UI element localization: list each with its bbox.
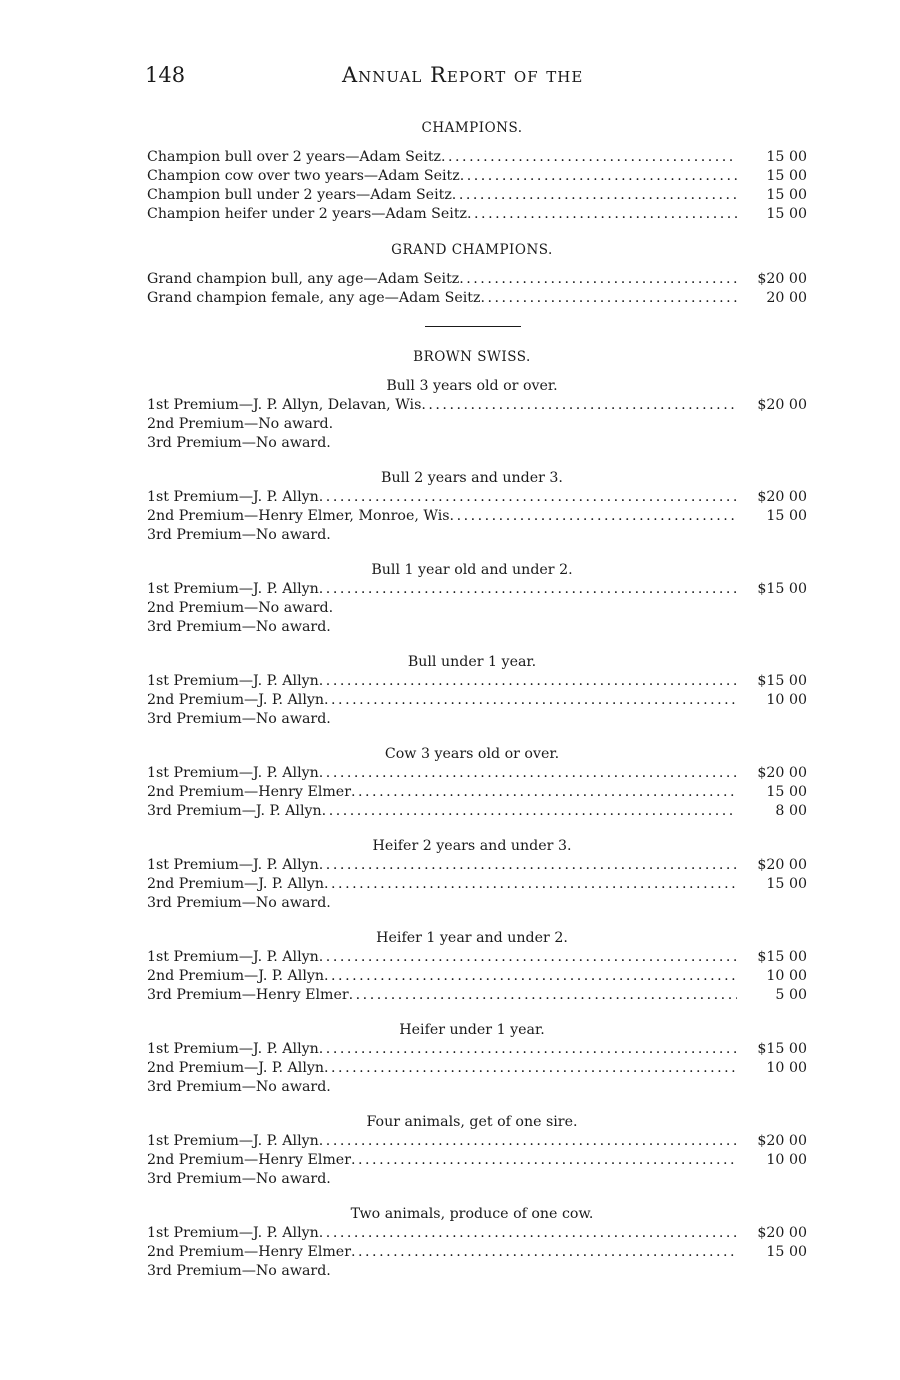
dot-leader [467,205,737,224]
entry-amount: $20 00 [757,1225,807,1241]
section-title-brown-swiss: BROWN SWISS. [413,349,531,365]
entry-label: 2nd Premium—Henry Elmer [147,1152,351,1168]
dot-leader [319,948,737,967]
entry-label: 1st Premium—J. P. Allyn [147,1225,319,1241]
list-item [147,148,807,167]
class-block [147,837,807,913]
list-item [147,967,807,986]
dot-leader [324,875,737,894]
entry-amount: 10 00 [766,968,807,984]
entry-amount: 8 00 [775,803,807,819]
list-item [147,526,807,545]
class-title: Heifer under 1 year. [399,1022,545,1038]
class-title: Four animals, get of one sire. [366,1114,578,1130]
entry-amount: $20 00 [757,397,807,413]
entry-label: 3rd Premium—No award. [147,435,331,451]
entry-amount: $20 00 [757,1133,807,1149]
class-block [147,469,807,545]
dot-leader [459,270,737,289]
entry-label: Champion bull under 2 years—Adam Seitz [147,187,452,203]
section-title-champions: CHAMPIONS. [421,120,523,136]
dot-leader [351,783,737,802]
entry-amount: 15 00 [766,206,807,222]
entry-label: 1st Premium—J. P. Allyn [147,673,319,689]
class-title: Heifer 1 year and under 2. [376,930,568,946]
class-block [147,561,807,637]
list-item [147,1132,807,1151]
dot-leader [452,186,737,205]
entry-label: 1st Premium—J. P. Allyn [147,1133,319,1149]
list-item [147,1262,807,1281]
entry-amount: 10 00 [766,1152,807,1168]
page-body [147,118,807,1281]
entry-amount: 15 00 [766,168,807,184]
list-item [147,802,807,821]
entry-label: 1st Premium—J. P. Allyn [147,857,319,873]
entry-label: 3rd Premium—Henry Elmer [147,987,349,1003]
entry-amount: $15 00 [757,1041,807,1057]
dot-leader [319,1040,737,1059]
entry-amount: $20 00 [757,765,807,781]
list-item [147,507,807,526]
entry-label: 3rd Premium—No award. [147,895,331,911]
list-item [147,856,807,875]
entry-label: 3rd Premium—No award. [147,527,331,543]
entry-amount: 15 00 [766,149,807,165]
dot-leader [324,691,737,710]
entry-label: 1st Premium—J. P. Allyn [147,581,319,597]
class-title: Bull under 1 year. [407,654,537,670]
dot-leader [319,764,737,783]
entry-amount: 15 00 [766,1244,807,1260]
entry-label: 3rd Premium—J. P. Allyn [147,803,322,819]
divider-rule [425,326,521,327]
list-item [147,894,807,913]
entry-amount: 15 00 [766,508,807,524]
class-block [147,1205,807,1281]
entry-label: Champion heifer under 2 years—Adam Seitz [147,206,468,222]
entry-amount: 10 00 [766,1060,807,1076]
dot-leader [319,672,737,691]
class-title: Heifer 2 years and under 3. [372,838,572,854]
list-item [147,783,807,802]
list-item [147,986,807,1005]
class-block [147,377,807,453]
entry-label: 1st Premium—J. P. Allyn, Delavan, Wis [147,397,422,413]
list-item [147,1151,807,1170]
list-item [147,710,807,729]
dot-leader [319,856,737,875]
dot-leader [324,967,737,986]
dot-leader [441,148,737,167]
section-title-grand-champions: GRAND CHAMPIONS. [391,242,553,258]
entry-label: 2nd Premium—J. P. Allyn [147,968,325,984]
entry-label: 1st Premium—J. P. Allyn [147,1041,319,1057]
list-item [147,289,807,308]
list-item [147,691,807,710]
dot-leader [421,396,737,415]
list-item [147,1078,807,1097]
entry-amount: 20 00 [766,290,807,306]
dot-leader [319,1132,737,1151]
entry-label: 1st Premium—J. P. Allyn [147,489,319,505]
dot-leader [319,580,737,599]
entry-label: Champion cow over two years—Adam Seitz [147,168,460,184]
list-item [147,1059,807,1078]
entry-label: Grand champion female, any age—Adam Seitz [147,290,481,306]
entry-label: 2nd Premium—Henry Elmer [147,784,351,800]
list-item [147,672,807,691]
class-title: Bull 3 years old or over. [386,378,558,394]
entry-label: 3rd Premium—No award. [147,1263,331,1279]
list-item [147,186,807,205]
list-item [147,415,807,434]
list-item [147,205,807,224]
list-item [147,167,807,186]
grand-champions-list [147,270,807,308]
entry-label: 3rd Premium—No award. [147,1079,331,1095]
class-block [147,1113,807,1189]
entry-label: 1st Premium—J. P. Allyn [147,949,319,965]
class-block [147,653,807,729]
list-item [147,1040,807,1059]
list-item [147,580,807,599]
dot-leader [322,802,737,821]
entry-amount: 15 00 [766,187,807,203]
entry-amount: $20 00 [757,271,807,287]
list-item [147,875,807,894]
dot-leader [324,1059,737,1078]
entry-label: 2nd Premium—Henry Elmer [147,1244,351,1260]
entry-amount: 5 00 [775,987,807,1003]
page-number: 148 [145,63,186,87]
dot-leader [351,1151,737,1170]
class-title: Two animals, produce of one cow. [350,1206,594,1222]
entry-amount: $20 00 [757,489,807,505]
dot-leader [319,1224,737,1243]
list-item [147,764,807,783]
class-title: Bull 2 years and under 3. [381,470,563,486]
entry-label: 2nd Premium—No award. [147,416,334,432]
entry-label: 2nd Premium—J. P. Allyn [147,692,325,708]
entry-label: 1st Premium—J. P. Allyn [147,765,319,781]
list-item [147,396,807,415]
entry-label: 3rd Premium—No award. [147,1171,331,1187]
dot-leader [480,289,737,308]
dot-leader [349,986,737,1005]
class-title: Bull 1 year old and under 2. [371,562,573,578]
dot-leader [450,507,737,526]
entry-amount: 10 00 [766,692,807,708]
entry-label: 3rd Premium—No award. [147,711,331,727]
entry-amount: $15 00 [757,673,807,689]
list-item [147,1224,807,1243]
entry-label: 2nd Premium—J. P. Allyn [147,1060,325,1076]
dot-leader [319,488,737,507]
entry-label: Grand champion bull, any age—Adam Seitz [147,271,460,287]
entry-label: 2nd Premium—J. P. Allyn [147,876,325,892]
running-title: Annual Report of the [342,63,584,87]
entry-amount: $15 00 [757,581,807,597]
entry-label: 3rd Premium—No award. [147,619,331,635]
entry-amount: 15 00 [766,876,807,892]
list-item [147,1243,807,1262]
list-item [147,618,807,637]
champions-list [147,148,807,224]
list-item [147,599,807,618]
entry-label: 2nd Premium—Henry Elmer, Monroe, Wis [147,508,450,524]
entry-label: 2nd Premium—No award. [147,600,334,616]
class-block [147,1021,807,1097]
dot-leader [351,1243,737,1262]
list-item [147,270,807,289]
list-item [147,488,807,507]
list-item [147,1170,807,1189]
class-block [147,745,807,821]
page-header [145,63,865,93]
class-title: Cow 3 years old or over. [384,746,560,762]
class-block [147,929,807,1005]
dot-leader [460,167,737,186]
entry-amount: $15 00 [757,949,807,965]
entry-amount: 15 00 [766,784,807,800]
list-item [147,434,807,453]
list-item [147,948,807,967]
entry-label: Champion bull over 2 years—Adam Seitz [147,149,441,165]
entry-amount: $20 00 [757,857,807,873]
